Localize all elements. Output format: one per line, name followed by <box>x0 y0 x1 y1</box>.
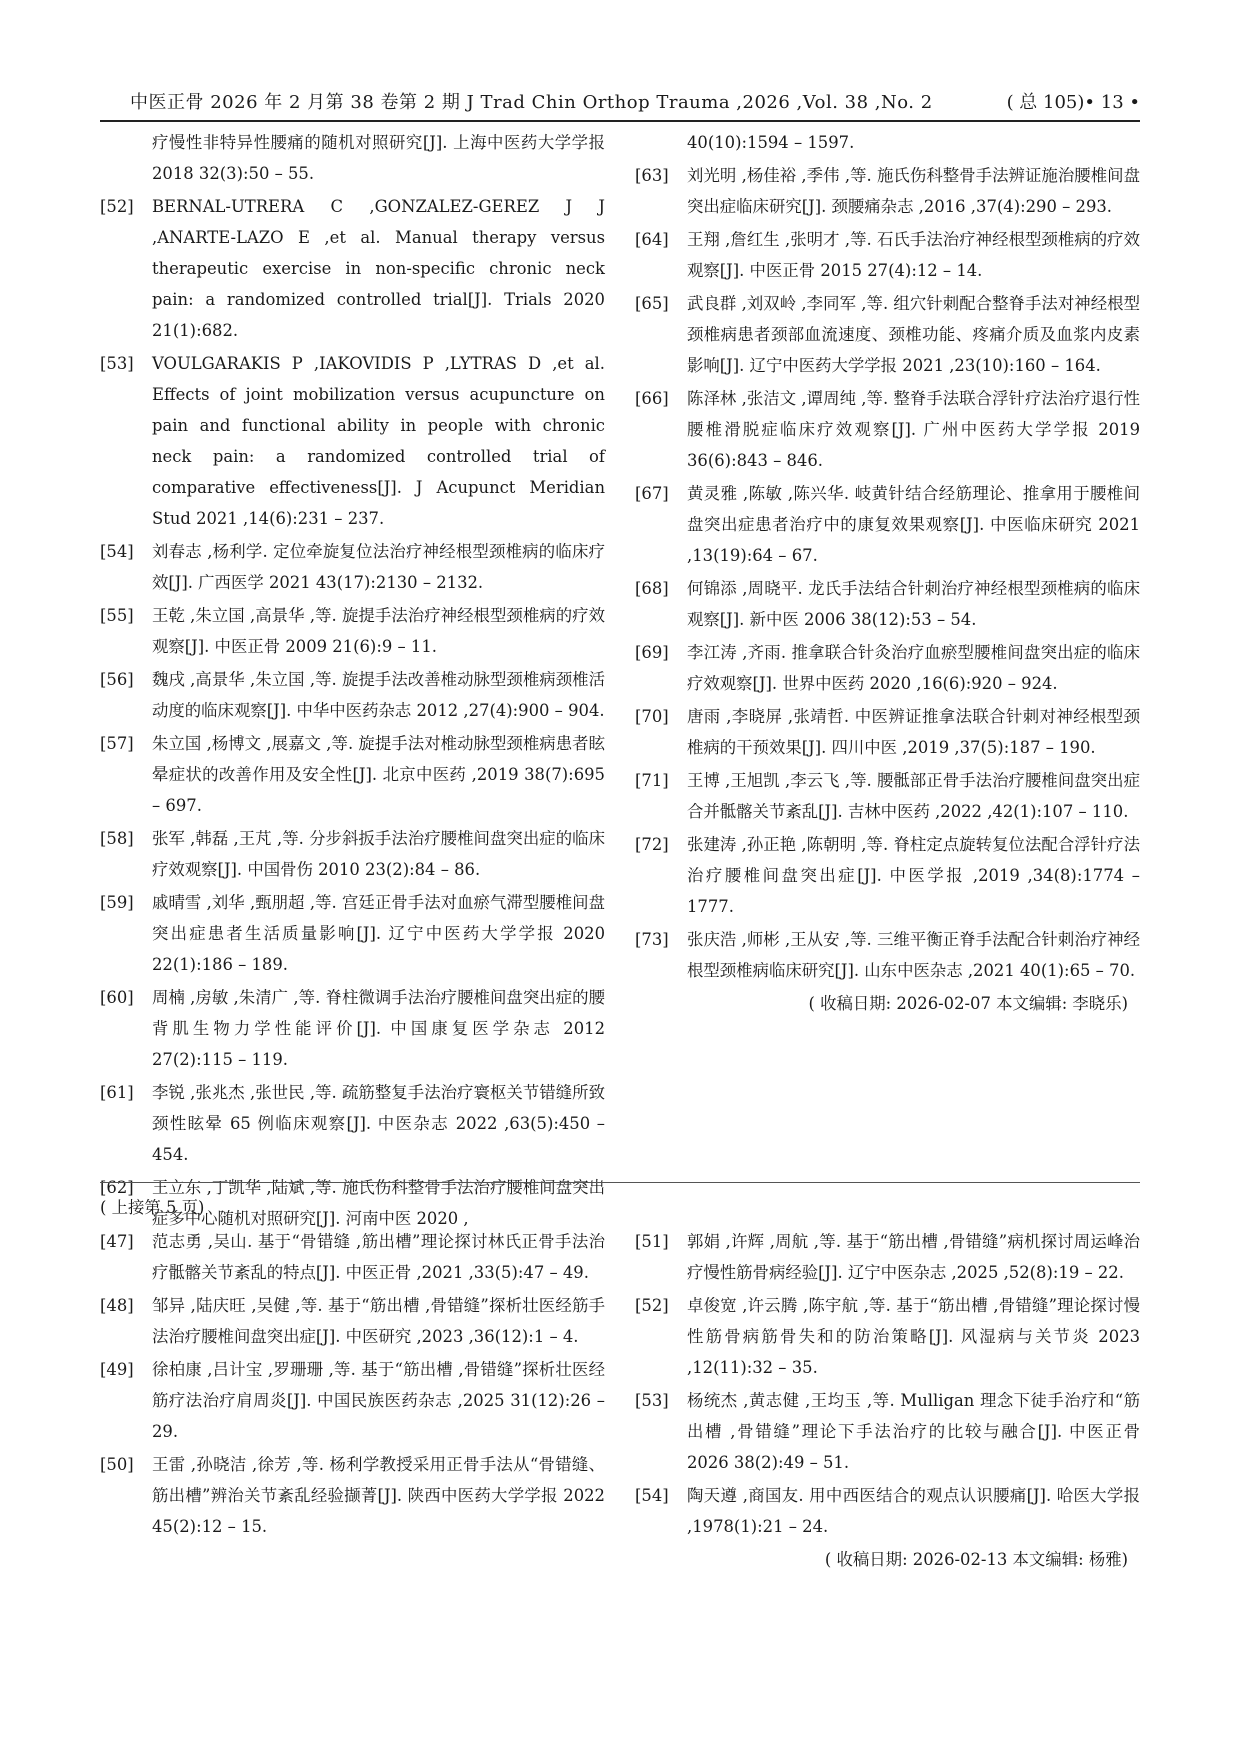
reference-number: [57] <box>100 734 134 753</box>
reference-number: [71] <box>635 771 669 790</box>
reference-entry <box>100 1449 605 1542</box>
reference-entry <box>100 823 605 885</box>
reference-text: 杨统杰 ,黄志健 ,王均玉 ,等. Mulligan 理念下徒手治疗和“筋出槽 ,骨错缝”理论下手法治疗的比较与融合[J]. 中医正骨 2026 38(2):49 – 51. <box>687 1391 1140 1472</box>
reference-text: 张军 ,韩磊 ,王芃 ,等. 分步斜扳手法治疗腰椎间盘突出症的临床疗效观察[J]. 中国骨伤 2010 23(2):84 – 86. <box>152 829 605 879</box>
reference-number: [53] <box>100 354 134 373</box>
reference-text: 何锦添 ,周晓平. 龙氏手法结合针刺治疗神经根型颈椎病的临床观察[J]. 新中医 2006 38(12):53 – 54. <box>687 579 1140 629</box>
references-bottom-right-column <box>635 1226 1140 1575</box>
reference-number: [70] <box>635 707 669 726</box>
reference-entry <box>635 765 1140 827</box>
reference-text: 徐柏康 ,吕计宝 ,罗珊珊 ,等. 基于“筋出槽 ,骨错缝”探析壮医经筋疗法治疗肩周炎[J]. 中国民族医药杂志 ,2025 31(12):26 – 29. <box>152 1360 605 1441</box>
reference-entry <box>635 224 1140 286</box>
references-bottom-left-column <box>100 1226 605 1544</box>
reference-text: 张建涛 ,孙正艳 ,陈朝明 ,等. 脊柱定点旋转复位法配合浮针疗法治疗腰椎间盘突出症[J]. 中医学报 ,2019 ,34(8):1774 – 1777. <box>687 835 1140 916</box>
references-top-right-column <box>635 127 1140 1019</box>
reference-entry <box>100 348 605 534</box>
reference-text: 陶天遵 ,商国友. 用中西医结合的观点认识腰痛[J]. 哈医大学报 ,1978(1):21 – 24. <box>687 1486 1140 1536</box>
reference-entry <box>635 1480 1140 1542</box>
reference-number: [59] <box>100 893 134 912</box>
reference-number: [58] <box>100 829 134 848</box>
reference-entry <box>100 982 605 1075</box>
reference-number: [56] <box>100 670 134 689</box>
reference-number: [54] <box>100 542 134 561</box>
reference-text: BERNAL-UTRERA C ,GONZALEZ-GEREZ J J ,ANARTE-LAZO E ,et al. Manual therapy versus therapeutic exercise in non-specific chronic neck pain: a randomized controlled trial[J]. Trials 2020 21(1):682. <box>152 197 605 340</box>
reference-number: [73] <box>635 930 669 949</box>
reference-number: [50] <box>100 1455 134 1474</box>
reference-entry <box>635 1290 1140 1383</box>
reference-entry <box>100 1226 605 1288</box>
reference-text: 邹异 ,陆庆旺 ,吴健 ,等. 基于“筋出槽 ,骨错缝”探析壮医经筋手法治疗腰椎间盘突出症[J]. 中医研究 ,2023 ,36(12):1 – 4. <box>152 1296 605 1346</box>
reference-number: [61] <box>100 1083 134 1102</box>
reference-text: 魏戌 ,高景华 ,朱立国 ,等. 旋提手法改善椎动脉型颈椎病颈椎活动度的临床观察[J]. 中华中医药杂志 2012 ,27(4):900 – 904. <box>152 670 605 720</box>
reference-entry <box>635 383 1140 476</box>
section-divider <box>100 1182 1140 1183</box>
reference-number: [54] <box>635 1486 669 1505</box>
reference-entry <box>100 191 605 346</box>
reference-number: [65] <box>635 294 669 313</box>
reference-text: 郭娟 ,许辉 ,周航 ,等. 基于“筋出槽 ,骨错缝”病机探讨周运峰治疗慢性筋骨病经验[J]. 辽宁中医杂志 ,2025 ,52(8):19 – 22. <box>687 1232 1140 1282</box>
reference-entry <box>100 127 605 189</box>
reference-text: 王乾 ,朱立国 ,高景华 ,等. 旋提手法治疗神经根型颈椎病的疗效观察[J]. 中医正骨 2009 21(6):9 – 11. <box>152 606 605 656</box>
reference-number: [51] <box>635 1232 669 1251</box>
reference-entry <box>635 288 1140 381</box>
reference-number: [52] <box>100 197 134 216</box>
reference-entry <box>100 1354 605 1447</box>
reference-text: 周楠 ,房敏 ,朱清广 ,等. 脊柱微调手法治疗腰椎间盘突出症的腰背肌生物力学性能评价[J]. 中国康复医学杂志 2012 27(2):115 – 119. <box>152 988 605 1069</box>
reference-text: 40(10):1594 – 1597. <box>687 133 855 152</box>
reference-text: 李锐 ,张兆杰 ,张世民 ,等. 疏筋整复手法治疗寰枢关节错缝所致颈性眩晕 65 例临床观察[J]. 中医杂志 2022 ,63(5):450 – 454. <box>152 1083 605 1164</box>
reference-entry <box>635 478 1140 571</box>
reference-text: 张庆浩 ,师彬 ,王从安 ,等. 三维平衡正脊手法配合针刺治疗神经根型颈椎病临床研究[J]. 山东中医杂志 ,2021 40(1):65 – 70. <box>687 930 1140 980</box>
journal-header-title: 中医正骨 2026 年 2 月第 38 卷第 2 期 J Trad Chin Orthop Trauma ,2026 ,Vol. 38 ,No. 2 <box>130 92 933 113</box>
reference-text: 刘春志 ,杨利学. 定位牵旋复位法治疗神经根型颈椎病的临床疗效[J]. 广西医学 2021 43(17):2130 – 2132. <box>152 542 605 592</box>
reference-number: [69] <box>635 643 669 662</box>
reference-number: [72] <box>635 835 669 854</box>
reference-text: 王翔 ,詹红生 ,张明才 ,等. 石氏手法治疗神经根型颈椎病的疗效观察[J]. 中医正骨 2015 27(4):12 – 14. <box>687 230 1140 280</box>
reference-text: 范志勇 ,吴山. 基于“骨错缝 ,筋出槽”理论探讨林氏正骨手法治疗骶髂关节紊乱的特点[J]. 中医正骨 ,2021 ,33(5):47 – 49. <box>152 1232 605 1282</box>
continued-from-label: ( 上接第 5 页) <box>100 1198 205 1217</box>
reference-entry <box>635 160 1140 222</box>
reference-text: 唐雨 ,李晓屏 ,张靖哲. 中医辨证推拿法联合针刺对神经根型颈椎病的干预效果[J]. 四川中医 ,2019 ,37(5):187 – 190. <box>687 707 1140 757</box>
reference-entry <box>635 573 1140 635</box>
reference-number: [47] <box>100 1232 134 1251</box>
received-date-editor-note: ( 收稿日期: 2026-02-07 本文编辑: 李晓乐) <box>808 994 1128 1013</box>
reference-text: 王博 ,王旭凯 ,李云飞 ,等. 腰骶部正骨手法治疗腰椎间盘突出症合并骶髂关节紊乱[J]. 吉林中医药 ,2022 ,42(1):107 – 110. <box>687 771 1140 821</box>
reference-number: [55] <box>100 606 134 625</box>
reference-number: [53] <box>635 1391 669 1410</box>
reference-entry <box>100 887 605 980</box>
page-header <box>100 84 1140 122</box>
reference-number: [64] <box>635 230 669 249</box>
reference-number: [60] <box>100 988 134 1007</box>
reference-entry <box>635 127 1140 158</box>
reference-entry <box>100 1290 605 1352</box>
reference-entry <box>100 1077 605 1170</box>
references-top-left-column <box>100 127 605 1236</box>
reference-text: 陈泽林 ,张洁文 ,谭周纯 ,等. 整脊手法联合浮针疗法治疗退行性腰椎滑脱症临床疗效观察[J]. 广州中医药大学学报 2019 36(6):843 – 846. <box>687 389 1140 470</box>
reference-text: 卓俊宽 ,许云腾 ,陈宇航 ,等. 基于“筋出槽 ,骨错缝”理论探讨慢性筋骨病筋骨失和的防治策略[J]. 风湿病与关节炎 2023 ,12(11):32 – 35. <box>687 1296 1140 1377</box>
reference-number: [67] <box>635 484 669 503</box>
reference-entry <box>100 728 605 821</box>
reference-number: [63] <box>635 166 669 185</box>
reference-text: 武良群 ,刘双岭 ,李同军 ,等. 组穴针刺配合整脊手法对神经根型颈椎病患者颈部血流速度、颈椎功能、疼痛介质及血浆内皮素影响[J]. 辽宁中医药大学学报 2021 ,23(10):160 – 164. <box>687 294 1140 375</box>
reference-text: 李江涛 ,齐雨. 推拿联合针灸治疗血瘀型腰椎间盘突出症的临床疗效观察[J]. 世界中医药 2020 ,16(6):920 – 924. <box>687 643 1140 693</box>
reference-text: 朱立国 ,杨博文 ,展嘉文 ,等. 旋提手法对椎动脉型颈椎病患者眩晕症状的改善作用及安全性[J]. 北京中医药 ,2019 38(7):695 – 697. <box>152 734 605 815</box>
reference-text: 王雷 ,孙晓洁 ,徐芳 ,等. 杨利学教授采用正骨手法从“骨错缝、筋出槽”辨治关节紊乱经验撷菁[J]. 陕西中医药大学学报 2022 45(2):12 – 15. <box>152 1455 605 1536</box>
reference-number: [48] <box>100 1296 134 1315</box>
reference-entry <box>100 536 605 598</box>
reference-text: 疗慢性非特异性腰痛的随机对照研究[J]. 上海中医药大学学报 2018 32(3):50 – 55. <box>152 133 605 183</box>
reference-text: 王立东 ,丁凯华 ,陆斌 ,等. 施氏伤科整骨手法治疗腰椎间盘突出症多中心随机对照研究[J]. 河南中医 2020 , <box>152 1178 605 1228</box>
reference-number: [68] <box>635 579 669 598</box>
reference-text: VOULGARAKIS P ,IAKOVIDIS P ,LYTRAS D ,et al. Effects of joint mobilization versus acupuncture on pain and functional ability in people with chronic neck pain: a randomized controlled trial of comparative effectiveness[J]. J Acupunct Meridian Stud 2021 ,14(6):231 – 237. <box>152 354 605 528</box>
reference-entry <box>635 1385 1140 1478</box>
reference-entry <box>635 829 1140 922</box>
reference-number: [62] <box>100 1178 134 1197</box>
reference-entry <box>635 637 1140 699</box>
reference-entry <box>635 701 1140 763</box>
reference-text: 刘光明 ,杨佳裕 ,季伟 ,等. 施氏伤科整骨手法辨证施治腰椎间盘突出症临床研究[J]. 颈腰痛杂志 ,2016 ,37(4):290 – 293. <box>687 166 1140 216</box>
reference-text: 戚晴雪 ,刘华 ,甄朋超 ,等. 宫廷正骨手法对血瘀气滞型腰椎间盘突出症患者生活质量影响[J]. 辽宁中医药大学学报 2020 22(1):186 – 189. <box>152 893 605 974</box>
reference-entry <box>635 924 1140 986</box>
reference-entry <box>100 664 605 726</box>
reference-number: [52] <box>635 1296 669 1315</box>
received-date-editor-note: ( 收稿日期: 2026-02-13 本文编辑: 杨雅) <box>824 1550 1128 1569</box>
reference-text: 黄灵雅 ,陈敏 ,陈兴华. 岐黄针结合经筋理论、推拿用于腰椎间盘突出症患者治疗中的康复效果观察[J]. 中医临床研究 2021 ,13(19):64 – 67. <box>687 484 1140 565</box>
page-number: ( 总 105)• 13 • <box>1006 92 1140 113</box>
reference-number: [66] <box>635 389 669 408</box>
reference-number: [49] <box>100 1360 134 1379</box>
reference-entry <box>100 600 605 662</box>
reference-entry <box>635 1226 1140 1288</box>
